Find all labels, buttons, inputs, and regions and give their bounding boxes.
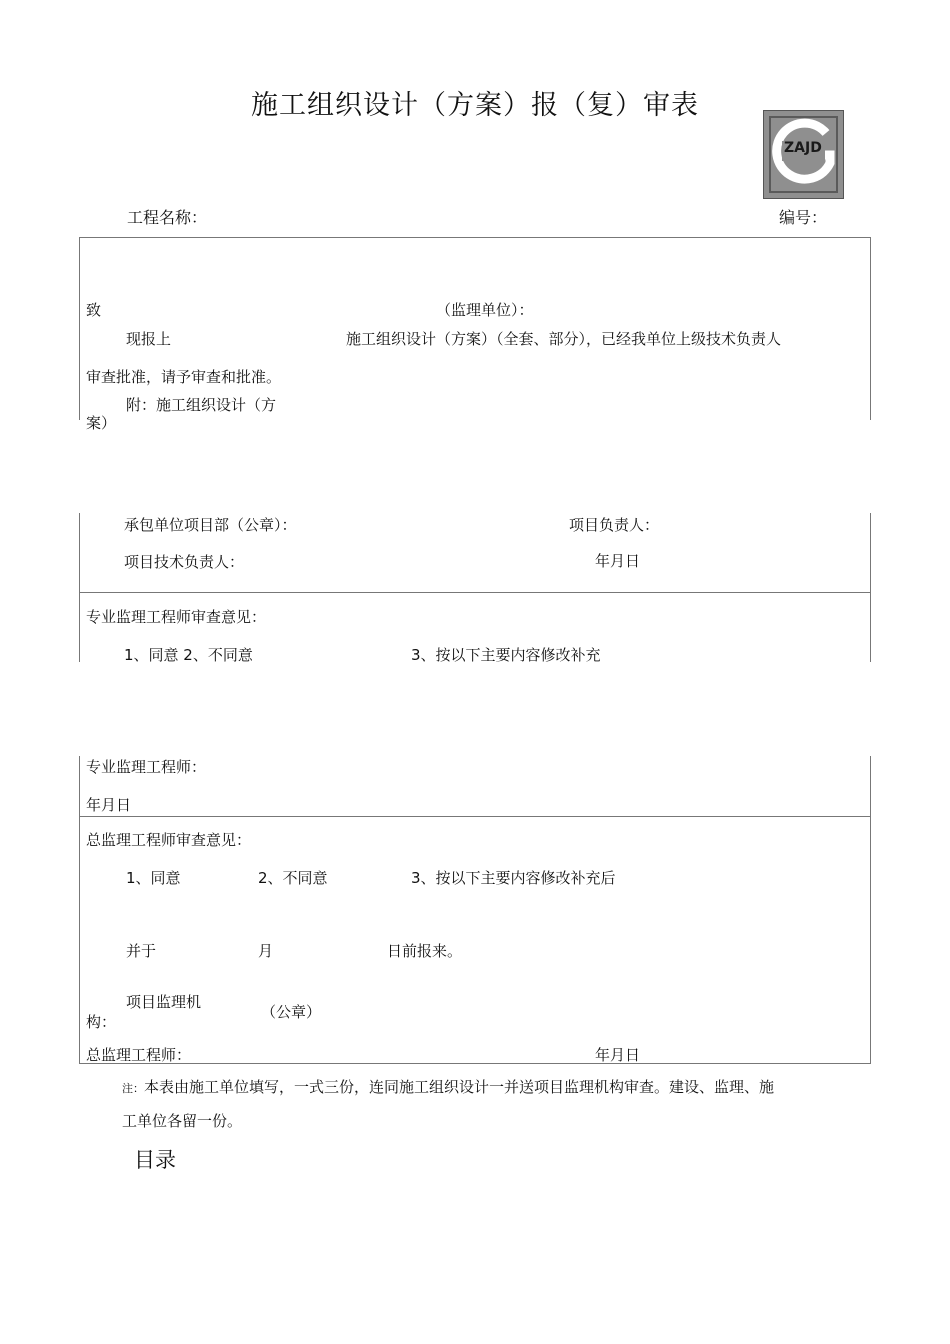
chief-opinion-title: 总监理工程师审查意见： xyxy=(86,831,252,849)
specialist-opinion-title: 专业监理工程师审查意见： xyxy=(86,608,267,626)
supervisor-unit-label: （监理单位）： xyxy=(436,301,534,319)
logo-text: ZAJD xyxy=(784,140,822,156)
attachment-line1: 附：施工组织设计（方 xyxy=(126,396,277,414)
chief-option2: 2、不同意 xyxy=(258,869,328,887)
chief-date: 年月日 xyxy=(595,1046,641,1064)
attachment-line2: 案） xyxy=(86,414,117,432)
note-line2: 工单位各留一份。 xyxy=(122,1112,243,1130)
chief-engineer-label: 总监理工程师： xyxy=(86,1046,192,1064)
section3-top-border xyxy=(79,816,871,817)
contractor-seal-label: 承包单位项目部（公章）： xyxy=(124,516,297,534)
attachment-line2-clip xyxy=(80,410,200,432)
note-line1: 本表由施工单位填写，一式三份，连同施工组织设计一并送项目监理机构审查。建设、监理、施 xyxy=(144,1078,775,1096)
chief-option3: 3、按以下主要内容修改补充后 xyxy=(411,869,616,887)
report-body: 施工组织设计（方案）（全套、部分），已经我单位上级技术负责人 xyxy=(346,330,782,348)
and-in-label: 并于 xyxy=(126,942,157,960)
month-label: 月 xyxy=(258,942,274,960)
specialist-engineer-label: 专业监理工程师： xyxy=(86,758,207,776)
report-line2: 审查批准，请予审查和批准。 xyxy=(86,368,282,386)
day-before-label: 日前报来。 xyxy=(387,942,463,960)
section1-top-border xyxy=(79,237,871,238)
section1b-left-border xyxy=(79,513,80,662)
toc-title: 目录 xyxy=(134,1148,176,1172)
supervision-org-line1: 项目监理机 xyxy=(126,993,202,1011)
to-label: 致 xyxy=(86,301,102,319)
section1-left-border xyxy=(79,237,80,420)
section1-right-border xyxy=(870,237,871,420)
note-prefix: 注： xyxy=(122,1082,144,1095)
specialist-option3: 3、按以下主要内容修改补充 xyxy=(411,646,601,664)
form-title: 施工组织设计（方案）报（复）审表 xyxy=(251,90,699,121)
specialist-date: 年月日 xyxy=(86,796,132,814)
project-name-label: 工程名称： xyxy=(127,208,208,227)
specialist-option1: 1、同意 2、不同意 xyxy=(124,646,253,664)
report-prefix: 现报上 xyxy=(126,330,172,348)
section2b-left-border xyxy=(79,756,80,1063)
table-bottom-border xyxy=(79,1063,871,1064)
company-logo xyxy=(763,110,844,199)
chief-option1: 1、同意 xyxy=(126,869,181,887)
project-leader-label: 项目负责人： xyxy=(569,516,660,534)
official-seal-label: （公章） xyxy=(261,1003,322,1021)
section1b-right-border xyxy=(870,513,871,662)
supervision-org-line2: 构： xyxy=(86,1013,117,1031)
section2b-right-border xyxy=(870,756,871,1063)
section1-date: 年月日 xyxy=(595,552,641,570)
tech-leader-label: 项目技术负责人： xyxy=(124,553,245,571)
number-label: 编号： xyxy=(779,208,828,227)
section2-top-border xyxy=(79,592,871,593)
